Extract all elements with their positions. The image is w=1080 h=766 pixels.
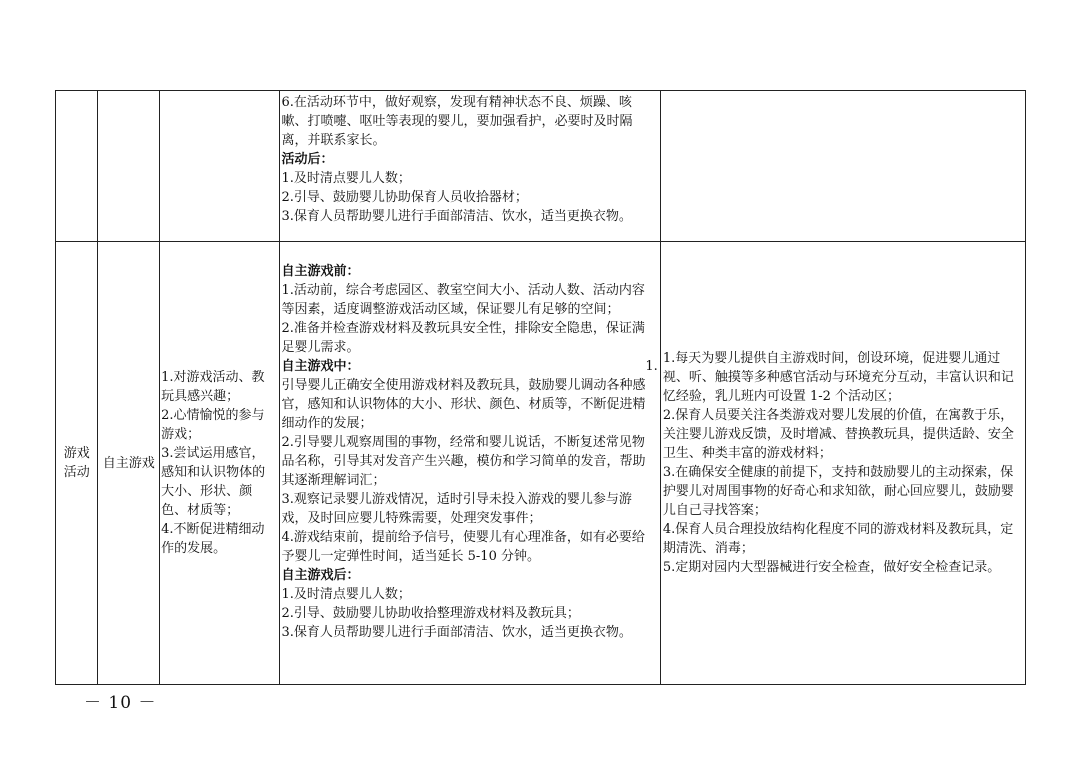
guidance-cell-empty	[660, 91, 1025, 242]
page-number: － 10 －	[84, 693, 157, 713]
content-heading: 自主游戏后：	[281, 568, 360, 583]
goal-item: 3.尝试运用感官，感知和认识物体的大小、形状、颜色、材质等；	[161, 446, 266, 518]
guidance-item: 5.定期对园内大型器械进行安全检查，做好安全检查记录。	[662, 560, 1001, 575]
care-guide-table	[55, 90, 1026, 685]
content-trailing-number: 1.	[645, 359, 658, 374]
content-line: 2.引导、鼓励婴儿协助保育人员收拾器材；	[281, 190, 528, 205]
guidance-item: 2.保育人员要关注各类游戏对婴儿发展的价值，在寓教于乐，关注婴儿游戏反馈，及时增减、替换教玩具，提供适龄、安全卫生、种类丰富的游戏材料；	[662, 408, 1014, 461]
content-line: 1.及时清点婴儿人数；	[281, 171, 411, 186]
content-line: 3.观察记录婴儿游戏情况，适时引导未投入游戏的婴儿参与游戏，及时回应婴儿特殊需要，处理突发事件；	[281, 492, 632, 526]
guidance-cell	[660, 242, 1025, 685]
table-row	[56, 91, 1026, 242]
category-cell-empty	[56, 91, 98, 242]
content-line: 引导婴儿正确安全使用游戏材料及教玩具，鼓励婴儿调动各种感官，感知和认识物体的大小、形状、颜色、材质等，不断促进精细动作的发展；	[281, 378, 646, 431]
activity-cell-empty	[98, 91, 160, 242]
goals-cell	[160, 242, 279, 685]
content-line: 4.游戏结束前，提前给予信号，使婴儿有心理准备，如有必要给予婴儿一定弹性时间，适当延长 5-10 分钟。	[281, 530, 645, 564]
content-line: 6.在活动环节中，做好观察，发现有精神状态不良、烦躁、咳嗽、打喷嚏、呕吐等表现的婴儿，要加强看护，必要时及时隔离，并联系家长。	[281, 95, 633, 148]
guidance-item: 4.保育人员合理投放结构化程度不同的游戏材料及教玩具，定期清洗、消毒；	[662, 522, 1014, 556]
content-line: 1.及时清点婴儿人数；	[281, 587, 411, 602]
content-heading: 自主游戏中：	[281, 359, 360, 374]
category-label: 游戏活动	[63, 446, 90, 480]
content-heading-row	[282, 357, 658, 376]
goal-item: 1.对游戏活动、教玩具感兴趣；	[161, 370, 265, 404]
content-line: 2.准备并检查游戏材料及教玩具安全性，排除安全隐患，保证满足婴儿需求。	[281, 321, 645, 355]
content-cell	[279, 91, 660, 242]
content-line: 2.引导、鼓励婴儿协助收拾整理游戏材料及教玩具；	[281, 606, 580, 621]
guidance-item: 1.每天为婴儿提供自主游戏时间，创设环境，促进婴儿通过视、听、触摸等多种感官活动与环境充分互动，丰富认识和记忆经验，乳儿班内可设置 1-2 个活动区；	[662, 351, 1014, 404]
goal-item: 4.不断促进精细动作的发展。	[161, 522, 265, 556]
activity-cell	[98, 242, 160, 685]
content-cell	[279, 242, 660, 685]
content-line: 1.活动前，综合考虑园区、教室空间大小、活动人数、活动内容等因素，适度调整游戏活动区域，保证婴儿有足够的空间；	[281, 283, 645, 317]
goal-item: 2.心情愉悦的参与游戏；	[161, 408, 265, 442]
goals-cell-empty	[160, 91, 279, 242]
content-line: 2.引导婴儿观察周围的事物，经常和婴儿说话，不断复述常见物品名称，引导其对发音产生兴趣，模仿和学习简单的发音，帮助其逐渐理解词汇；	[281, 435, 646, 488]
activity-label: 自主游戏	[102, 455, 155, 471]
guidance-item: 3.在确保安全健康的前提下，支持和鼓励婴儿的主动探索，保护婴儿对周围事物的好奇心和求知欲，耐心回应婴儿，鼓励婴儿自己寻找答案；	[662, 465, 1014, 518]
content-heading: 活动后：	[281, 152, 334, 167]
category-cell	[56, 242, 98, 685]
table-row	[56, 242, 1026, 685]
content-heading: 自主游戏前：	[281, 264, 360, 279]
content-line: 3.保育人员帮助婴儿进行手面部清洁、饮水，适当更换衣物。	[281, 209, 632, 224]
content-line: 3.保育人员帮助婴儿进行手面部清洁、饮水，适当更换衣物。	[281, 625, 632, 640]
